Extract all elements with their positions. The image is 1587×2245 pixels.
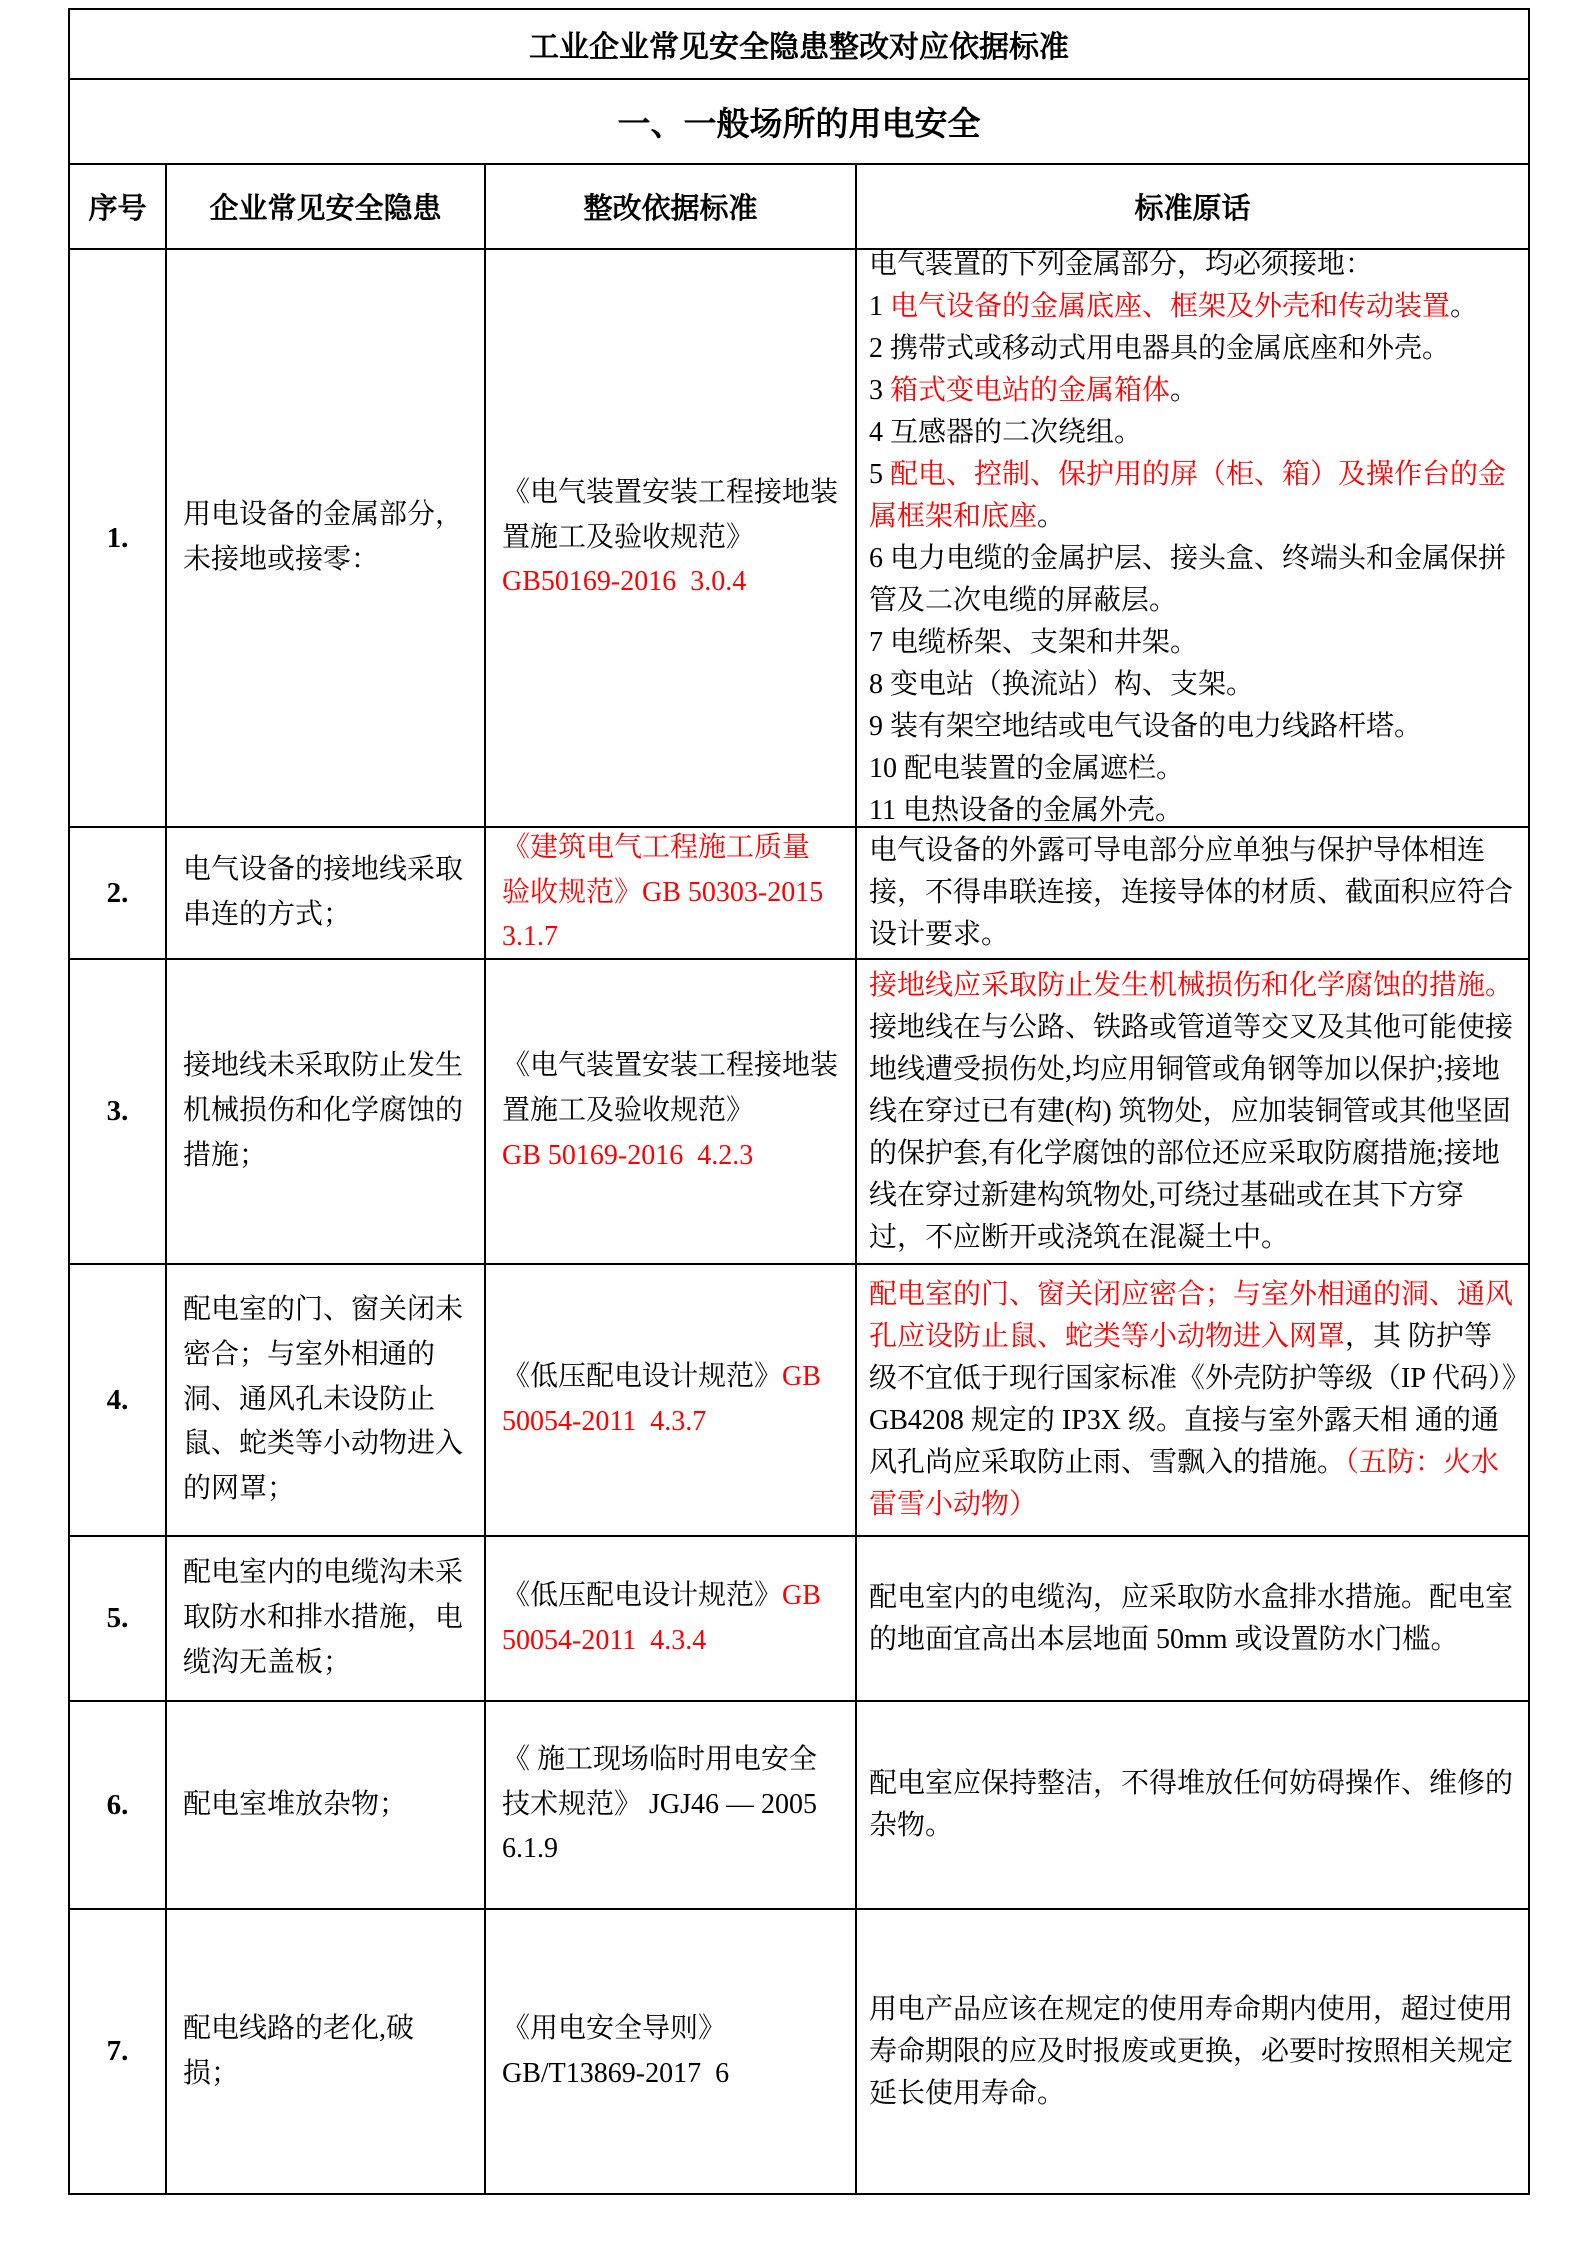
text-segment: 3. (106, 1095, 129, 1127)
row-1-quote-cell (857, 250, 1530, 828)
row-4-serial-cell-text (107, 1384, 129, 1417)
text-segment: 1. (106, 521, 129, 554)
red-text-segment: 箱式变电站的金属箱体 (890, 375, 1171, 406)
column-header-no (70, 165, 167, 250)
row-2-hazard-cell (167, 828, 486, 960)
row-6-serial-cell-text (107, 1789, 129, 1822)
row-1-hazard-cell-text (183, 493, 468, 583)
text-segment: 接地线未采取防止发生机械损伤和化学腐蚀的措施； (183, 1050, 464, 1171)
row-2-basis-cell-text (502, 828, 823, 960)
text-segment: 6. (106, 1788, 129, 1821)
text-segment: 2 携带式或移动式用电器具的金属底座和外壳。 (869, 333, 1451, 364)
red-text-segment: 3.1.7 (502, 921, 558, 953)
text-segment: 接地线在与公路、铁路或管道等交叉及其他可能使接地线遭受损伤处,均应用铜管或角钢等加以保护;接地线在穿过已有建(构) 筑物处，应加装铜管或其他坚固的保护套,有化学腐蚀的部位还应采取防腐措施;接地线在穿过新建构筑物处,可绕过基础或在其下方穿过，不应断开或浇筑在混凝土中。 (869, 1011, 1514, 1253)
row-7-quote-cell (857, 1910, 1530, 2195)
text-segment: 8 变电站（换流站）构、支架。 (869, 669, 1255, 700)
column-header-no-text: 序号 (88, 193, 147, 225)
text-segment: 《低压配电设计规范》 (502, 1361, 783, 1393)
row-3-serial-cell (70, 960, 167, 1265)
text-segment: 配电室内的电缆沟未采取防水和排水措施，电缆沟无盖板； (183, 1557, 464, 1678)
row-2-serial-cell (70, 828, 167, 960)
text-segment: 用电产品应该在规定的使用寿命期内使用，超过使用寿命期限的应及时报废或更换，必要时按照相关规定延长使用寿命。 (869, 1993, 1514, 2109)
text-segment: 4. (106, 1383, 129, 1416)
text-segment: GB/T13869-2017 6 (502, 2057, 730, 2089)
row-6-serial-cell (70, 1702, 167, 1910)
column-header-quote-text: 标准原话 (1134, 193, 1251, 225)
row-2-serial-cell-text (107, 877, 129, 910)
row-2-hazard-cell-text (183, 848, 468, 938)
row-4-quote-cell (857, 1265, 1530, 1537)
text-segment: 用电设备的金属部分，未接地或接零： (183, 499, 464, 575)
text-segment: 《电气装置安装工程接地装置施工及验收规范》 (502, 476, 839, 553)
row-2-quote-cell-text (869, 830, 1516, 956)
column-header-quote (857, 165, 1530, 250)
section-heading (70, 80, 1530, 165)
row-7-hazard-cell-text (183, 2007, 468, 2097)
row-4-basis-cell-text (502, 1355, 839, 1445)
row-7-serial-cell-text (107, 2035, 129, 2068)
row-6-quote-cell (857, 1702, 1530, 1910)
red-text-segment: 配电、控制、保护用的屏（柜、箱）及操作台的金属框架和底座 (869, 459, 1507, 532)
text-segment: 5. (106, 1602, 129, 1634)
row-6-hazard-cell (167, 1702, 486, 1910)
red-text-segment: 电气设备的金属底座、框架及外壳和传动装置 (890, 291, 1451, 322)
text-segment: 11 电热设备的金属外壳。 (869, 795, 1183, 826)
row-6-basis-cell (486, 1702, 857, 1910)
row-3-serial-cell-text (107, 1095, 129, 1128)
row-1-serial-cell-text (107, 522, 129, 555)
column-header-basis-text: 整改依据标准 (583, 193, 758, 225)
section-heading-text: 一、一般场所的用电安全 (617, 107, 981, 143)
text-segment: 《 施工现场临时用电安全 (502, 1743, 818, 1775)
text-segment: 7 电缆桥架、支架和井架。 (869, 627, 1199, 658)
row-3-quote-cell (857, 960, 1530, 1265)
row-5-hazard-cell-text (183, 1551, 468, 1685)
text-segment: 配电室应保持整洁，不得堆放任何妨碍操作、维修的杂物。 (869, 1768, 1514, 1841)
text-segment: 。 (1037, 501, 1066, 532)
row-1-basis-cell (486, 250, 857, 828)
text-segment: 配电线路的老化,破损； (183, 2012, 415, 2089)
row-3-basis-cell (486, 960, 857, 1265)
row-7-basis-cell (486, 1910, 857, 2195)
text-segment: 3 (869, 375, 890, 406)
text-segment: 5 (869, 459, 890, 490)
row-5-hazard-cell (167, 1537, 486, 1702)
red-text-segment: GB 50169-2016 4.2.3 (502, 1139, 754, 1171)
row-6-quote-cell-text (869, 1763, 1516, 1847)
text-segment: 电气设备的接地线采取串连的方式； (183, 854, 464, 930)
red-text-segment: GB50169-2016 3.0.4 (502, 566, 747, 598)
row-2-quote-cell (857, 828, 1530, 960)
text-segment: 6.1.9 (502, 1833, 558, 1865)
text-segment: 《电气装置安装工程接地装置施工及验收规范》 (502, 1050, 839, 1127)
red-text-segment: 配电室的门、窗关闭应密合；与室外相通的洞、通风孔应设防止鼠、蛇类等小动物进入网罩 (869, 1279, 1514, 1352)
text-segment: 配电室内的电缆沟，应采取防水盒排水措施。配电室的地面宜高出本层地面 50mm 或设置防水门槛。 (869, 1581, 1514, 1655)
text-segment: ，其 防护等级不宜低于现行国家标准《外壳防护等级（IP 代码）》GB4208 规定的 IP3X 级。直接与室外露天相 通的通风孔尚应采取防止雨、雪飘入的措施。 (869, 1321, 1516, 1478)
row-4-hazard-cell-text (183, 1288, 468, 1512)
text-segment: 配电室的门、窗关闭未密合；与室外相通的洞、通风孔未设防止鼠、蛇类等小动物进入的网罩； (183, 1294, 464, 1505)
row-3-hazard-cell (167, 960, 486, 1265)
text-segment: 技术规范》 JGJ46 — 2005 (502, 1788, 818, 1820)
row-2-basis-cell (486, 828, 857, 960)
row-4-basis-cell (486, 1265, 857, 1537)
text-segment: 配电室堆放杂物； (183, 1788, 408, 1820)
row-6-basis-cell-text (502, 1738, 817, 1872)
row-4-quote-cell-text (869, 1274, 1516, 1526)
text-segment: 2. (106, 876, 129, 909)
document-title (70, 10, 1530, 80)
row-3-quote-cell-text (869, 965, 1516, 1259)
row-5-serial-cell (70, 1537, 167, 1702)
row-3-hazard-cell-text (183, 1044, 468, 1178)
row-5-quote-cell-text (869, 1577, 1516, 1661)
row-5-basis-cell (486, 1537, 857, 1702)
row-1-quote-cell-text (869, 250, 1516, 828)
row-4-serial-cell (70, 1265, 167, 1537)
text-segment: 《用电安全导则》 (502, 2012, 727, 2044)
row-3-basis-cell-text (502, 1044, 839, 1178)
row-7-basis-cell-text (502, 2007, 729, 2097)
row-1-basis-cell-text (502, 471, 839, 605)
text-segment: 4 互感器的二次绕组。 (869, 417, 1143, 448)
red-text-segment: 《建筑电气工程施工质量 (502, 831, 811, 863)
column-header-hazard-text: 企业常见安全隐患 (209, 193, 442, 225)
row-1-serial-cell (70, 250, 167, 828)
row-7-hazard-cell (167, 1910, 486, 2195)
text-segment: 。 (1450, 291, 1479, 322)
row-5-basis-cell-text (502, 1574, 839, 1664)
red-text-segment: GB 50054-2011 4.3.7 (502, 1361, 828, 1437)
standards-table (68, 8, 1530, 2195)
text-segment: 电气设备的外露可导电部分应单独与保护导体相连接，不得串联连接，连接导体的材质、截面积应符合设计要求。 (869, 835, 1514, 950)
red-text-segment: 接地线应采取防止发生机械损伤和化学腐蚀的措施。 (869, 969, 1514, 1001)
row-7-quote-cell-text (869, 1989, 1516, 2115)
text-segment: 7. (106, 2035, 129, 2067)
text-segment: 6 电力电缆的金属护层、接头盒、终端头和金属保拼管及二次电缆的屏蔽层。 (869, 543, 1507, 616)
row-7-serial-cell (70, 1910, 167, 2195)
text-segment: 《低压配电设计规范》 (502, 1579, 783, 1611)
text-segment: 电气装置的下列金属部分，均必须接地： (869, 250, 1374, 280)
column-header-hazard (167, 165, 486, 250)
row-5-serial-cell-text (107, 1602, 129, 1635)
text-segment: 9 装有架空地结或电气设备的电力线路杆塔。 (869, 711, 1423, 742)
row-1-hazard-cell (167, 250, 486, 828)
row-5-quote-cell (857, 1537, 1530, 1702)
text-segment: 10 配电装置的金属遮栏。 (869, 753, 1185, 784)
column-header-basis (486, 165, 857, 250)
row-4-hazard-cell (167, 1265, 486, 1537)
row-6-hazard-cell-text (183, 1783, 407, 1828)
red-text-segment: （五防：火水雷雪小动物） (869, 1447, 1500, 1520)
red-text-segment: 验收规范》GB 50303-2015 (502, 876, 824, 908)
text-segment: 1 (869, 291, 890, 322)
text-segment: 。 (1170, 375, 1199, 406)
red-text-segment: GB 50054-2011 4.3.4 (502, 1579, 828, 1656)
document-title-text: 工业企业常见安全隐患整改对应依据标准 (529, 31, 1069, 64)
